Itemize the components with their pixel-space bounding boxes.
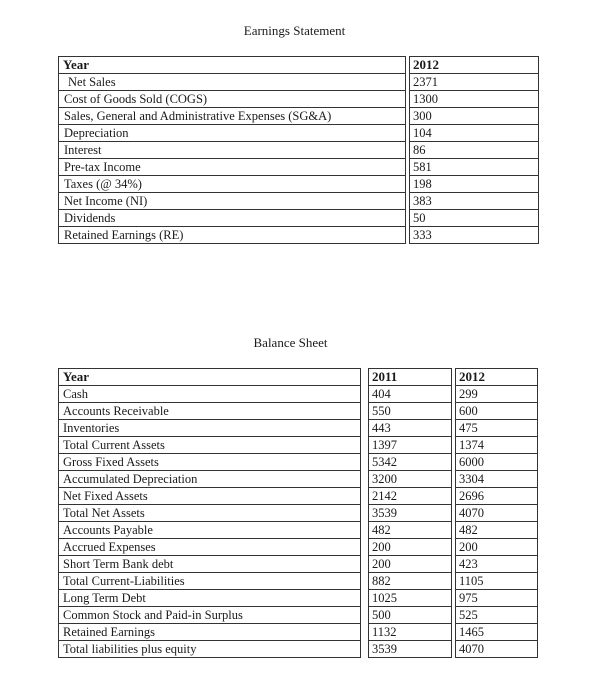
- row-label: Sales, General and Administrative Expenses (SG&A): [59, 108, 406, 125]
- value-2011: 550: [369, 403, 452, 420]
- table-row: [59, 91, 539, 108]
- row-value: 300: [410, 108, 539, 125]
- row-label: Net Income (NI): [59, 193, 406, 210]
- table-row: [59, 159, 539, 176]
- balance-sheet-title: Balance Sheet: [253, 335, 328, 350]
- row-value: 2371: [410, 74, 539, 91]
- value-2012: 475: [456, 420, 538, 437]
- value-2012: 482: [456, 522, 538, 539]
- table-row: [59, 437, 538, 454]
- row-label: Pre-tax Income: [59, 159, 406, 176]
- value-2012: 200: [456, 539, 538, 556]
- value-2011: 443: [369, 420, 452, 437]
- table-row: [59, 641, 538, 658]
- table-row: [59, 624, 538, 641]
- row-label: Dividends: [59, 210, 406, 227]
- value-2012: 4070: [456, 641, 538, 658]
- value-2011: 482: [369, 522, 452, 539]
- value-2011: 1025: [369, 590, 452, 607]
- earnings-statement-title: Earnings Statement: [243, 23, 346, 38]
- row-label: Total Current-Liabilities: [59, 573, 361, 590]
- value-2011: 1132: [369, 624, 452, 641]
- row-value: 104: [410, 125, 539, 142]
- year-2012-header: 2012: [410, 57, 539, 74]
- table-row: [59, 125, 539, 142]
- table-row: [59, 556, 538, 573]
- row-label: Short Term Bank debt: [59, 556, 361, 573]
- table-row: [59, 590, 538, 607]
- table-row: [59, 505, 538, 522]
- value-2011: 3200: [369, 471, 452, 488]
- value-2012: 525: [456, 607, 538, 624]
- row-label: Accumulated Depreciation: [59, 471, 361, 488]
- value-2012: 2696: [456, 488, 538, 505]
- row-label: Gross Fixed Assets: [59, 454, 361, 471]
- table-header-row: [59, 369, 538, 386]
- balance-sheet-table: [58, 368, 538, 658]
- value-2012: 299: [456, 386, 538, 403]
- value-2012: 1465: [456, 624, 538, 641]
- year-2011-header: 2011: [369, 369, 452, 386]
- table-row: [59, 108, 539, 125]
- value-2011: 5342: [369, 454, 452, 471]
- table-row: [59, 522, 538, 539]
- earnings-statement-table: [58, 56, 539, 244]
- table-row: [59, 471, 538, 488]
- row-label: Common Stock and Paid-in Surplus: [59, 607, 361, 624]
- value-2011: 200: [369, 556, 452, 573]
- year-2012-header: 2012: [456, 369, 538, 386]
- row-label: Inventories: [59, 420, 361, 437]
- row-value: 86: [410, 142, 539, 159]
- row-label: Total liabilities plus equity: [59, 641, 361, 658]
- table-row: [59, 193, 539, 210]
- value-2012: 975: [456, 590, 538, 607]
- row-label: Long Term Debt: [59, 590, 361, 607]
- value-2012: 3304: [456, 471, 538, 488]
- value-2011: 500: [369, 607, 452, 624]
- value-2012: 423: [456, 556, 538, 573]
- value-2011: 2142: [369, 488, 452, 505]
- table-row: [59, 227, 539, 244]
- table-row: [59, 539, 538, 556]
- table-row: [59, 573, 538, 590]
- table-row: [59, 488, 538, 505]
- value-2011: 200: [369, 539, 452, 556]
- row-label: Interest: [59, 142, 406, 159]
- row-value: 50: [410, 210, 539, 227]
- row-value: 1300: [410, 91, 539, 108]
- table-row: [59, 403, 538, 420]
- table-row: [59, 210, 539, 227]
- row-label: Depreciation: [59, 125, 406, 142]
- value-2012: 6000: [456, 454, 538, 471]
- value-2012: 1105: [456, 573, 538, 590]
- table-row: [59, 74, 539, 91]
- row-label: Accrued Expenses: [59, 539, 361, 556]
- row-label: Net Fixed Assets: [59, 488, 361, 505]
- row-value: 581: [410, 159, 539, 176]
- table-row: [59, 386, 538, 403]
- value-2012: 1374: [456, 437, 538, 454]
- value-2012: 4070: [456, 505, 538, 522]
- table-row: [59, 607, 538, 624]
- year-header: Year: [59, 57, 406, 74]
- row-label: Retained Earnings: [59, 624, 361, 641]
- value-2011: 1397: [369, 437, 452, 454]
- row-label: Total Current Assets: [59, 437, 361, 454]
- value-2011: 882: [369, 573, 452, 590]
- row-label: Net Sales: [59, 74, 406, 91]
- row-value: 333: [410, 227, 539, 244]
- value-2011: 3539: [369, 641, 452, 658]
- row-label: Cost of Goods Sold (COGS): [59, 91, 406, 108]
- row-label: Retained Earnings (RE): [59, 227, 406, 244]
- row-label: Cash: [59, 386, 361, 403]
- year-header: Year: [59, 369, 361, 386]
- value-2011: 404: [369, 386, 452, 403]
- value-2012: 600: [456, 403, 538, 420]
- row-value: 198: [410, 176, 539, 193]
- table-row: [59, 454, 538, 471]
- row-value: 383: [410, 193, 539, 210]
- table-row: [59, 142, 539, 159]
- table-row: [59, 420, 538, 437]
- row-label: Taxes (@ 34%): [59, 176, 406, 193]
- row-label: Accounts Receivable: [59, 403, 361, 420]
- table-header-row: [59, 57, 539, 74]
- row-label: Total Net Assets: [59, 505, 361, 522]
- table-row: [59, 176, 539, 193]
- row-label: Accounts Payable: [59, 522, 361, 539]
- value-2011: 3539: [369, 505, 452, 522]
